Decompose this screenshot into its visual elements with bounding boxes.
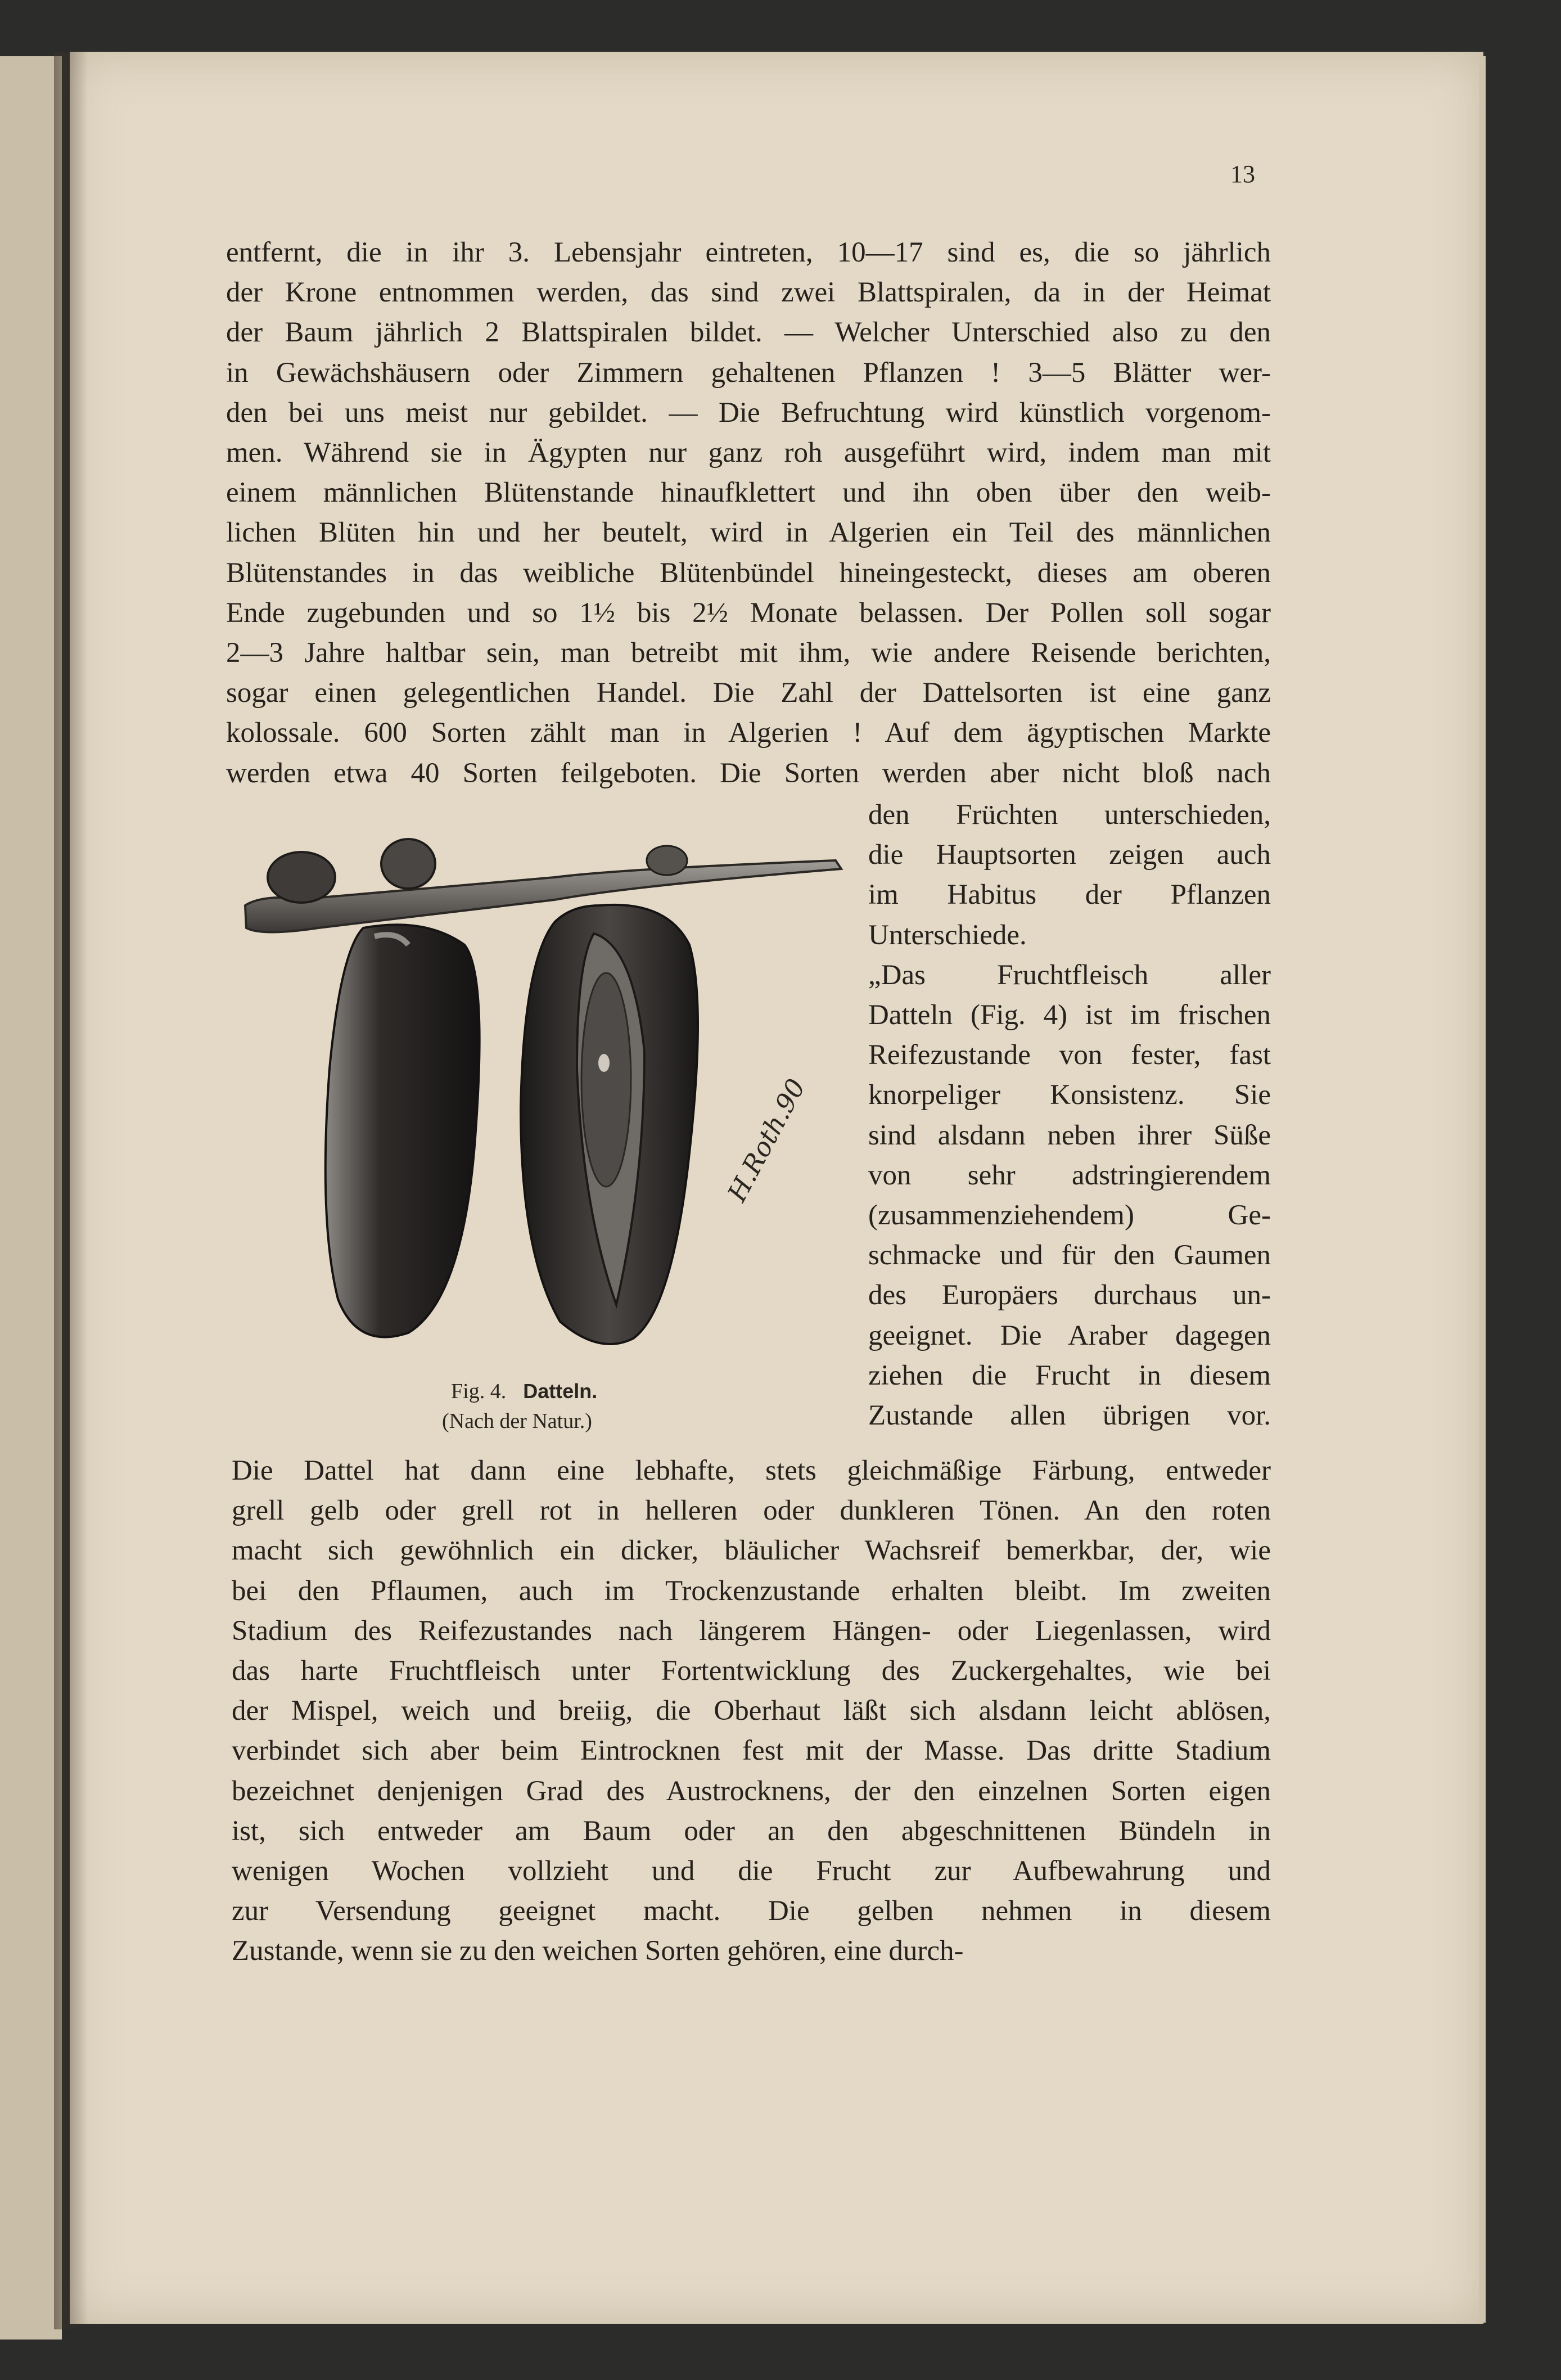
text-line: einem männlichen Blütenstande hinaufklettert und ihn oben über den weib-: [226, 477, 1271, 509]
text-line: kolossale. 600 Sorten zählt man in Algerien ! Auf dem ägyptischen Markte: [226, 717, 1271, 749]
text-line: Reifezustande von fester, fast: [868, 1039, 1271, 1071]
text-line: das harte Fruchtfleisch unter Fortentwicklung des Zuckergehaltes, wie bei: [232, 1655, 1271, 1687]
text-line: Ende zugebunden und so 1½ bis 2½ Monate belassen. Der Pollen soll sogar: [226, 597, 1271, 629]
text-line: geeignet. Die Araber dagegen: [868, 1319, 1271, 1351]
text-line: entfernt, die in ihr 3. Lebensjahr eintreten, 10—17 sind es, die so jährlich: [226, 237, 1271, 268]
page-number: 13: [1230, 160, 1255, 188]
text-line: Stadium des Reifezustandes nach längerem Hängen- oder Liegenlassen, wird: [232, 1615, 1271, 1647]
text-line: macht sich gewöhnlich ein dicker, bläulicher Wachsreif bemerkbar, der, wie: [232, 1535, 1271, 1567]
text-line: Zustande allen übrigen vor.: [868, 1400, 1271, 1431]
text-line: wenigen Wochen vollzieht und die Frucht zur Aufbewahrung und: [232, 1855, 1271, 1887]
text-line: lichen Blüten hin und her beutelt, wird in Algerien ein Teil des männlichen: [226, 517, 1271, 549]
figure-number: Fig. 4.: [451, 1380, 507, 1403]
text-line: Unterschiede.: [868, 919, 1027, 951]
text-line: von sehr adstringierendem: [868, 1159, 1271, 1191]
text-line: 2—3 Jahre haltbar sein, man betreibt mit ihm, wie andere Reisende berichten,: [226, 637, 1271, 669]
text-line: die Hauptsorten zeigen auch: [868, 839, 1271, 871]
text-line: im Habitus der Pflanzen: [868, 879, 1271, 911]
text-line: knorpeliger Konsistenz. Sie: [868, 1079, 1271, 1111]
text-line: grell gelb oder grell rot in helleren oder dunkleren Tönen. An den roten: [232, 1495, 1271, 1527]
page-edge: [1479, 56, 1486, 2323]
text-line: men. Während sie in Ägypten nur ganz roh ausgeführt wird, indem man mit: [226, 437, 1271, 468]
text-line: Datteln (Fig. 4) ist im frischen: [868, 999, 1271, 1031]
text-line: Die Dattel hat dann eine lebhafte, stets gleichmäßige Färbung, entweder: [232, 1455, 1271, 1486]
text-line: des Europäers durchaus un-: [868, 1279, 1271, 1311]
text-line: (zusammenziehendem) Ge-: [868, 1200, 1271, 1231]
artist-signature: H.Roth.90: [721, 1074, 811, 1207]
figure-title: Datteln.: [523, 1380, 598, 1403]
text-line: bei den Pflaumen, auch im Trockenzustande erhalten bleibt. Im zweiten: [232, 1575, 1271, 1607]
spine-shadow: [54, 52, 88, 2329]
text-line: ist, sich entweder am Baum oder an den abgeschnittenen Bündeln in: [232, 1815, 1271, 1847]
text-line: sogar einen gelegentlichen Handel. Die Zahl der Dattelsorten ist eine ganz: [226, 677, 1271, 709]
text-line: verbindet sich aber beim Eintrocknen fest mit der Masse. Das dritte Stadium: [232, 1735, 1271, 1767]
figure-caption: [451, 1379, 597, 1404]
text-line: schmacke und für den Gaumen: [868, 1239, 1271, 1272]
facing-page-edge: [0, 56, 62, 2340]
date-fruit-illustration: [240, 815, 869, 1372]
figure-source: (Nach der Natur.): [442, 1409, 592, 1433]
text-line: der Baum jährlich 2 Blattspiralen bildet. — Welcher Unterschied also zu den: [226, 317, 1271, 349]
text-line: in Gewächshäusern oder Zimmern gehaltenen Pflanzen ! 3—5 Blätter wer-: [226, 357, 1271, 389]
text-line: der Krone entnommen werden, das sind zwei Blattspiralen, da in der Heimat: [226, 277, 1271, 309]
text-line: sind alsdann neben ihrer Süße: [868, 1119, 1271, 1151]
text-line: Zustande, wenn sie zu den weichen Sorten gehören, eine durch-: [232, 1935, 964, 1967]
text-line: den bei uns meist nur gebildet. — Die Befruchtung wird künstlich vorgenom-: [226, 396, 1271, 429]
text-line: werden etwa 40 Sorten feilgeboten. Die Sorten werden aber nicht bloß nach: [226, 757, 1271, 789]
text-line: „Das Fruchtfleisch aller: [868, 959, 1271, 991]
text-line: zur Versendung geeignet macht. Die gelben nehmen in diesem: [232, 1895, 1271, 1927]
text-line: den Früchten unterschieden,: [868, 799, 1271, 831]
text-line: der Mispel, weich und breiig, die Oberhaut läßt sich alsdann leicht ablösen,: [232, 1695, 1271, 1727]
text-line: ziehen die Frucht in diesem: [868, 1359, 1271, 1391]
text-line: Blütenstandes in das weibliche Blütenbündel hineingesteckt, dieses am oberen: [226, 557, 1271, 589]
text-line: bezeichnet denjenigen Grad des Austrocknens, der den einzelnen Sorten eigen: [232, 1775, 1271, 1807]
